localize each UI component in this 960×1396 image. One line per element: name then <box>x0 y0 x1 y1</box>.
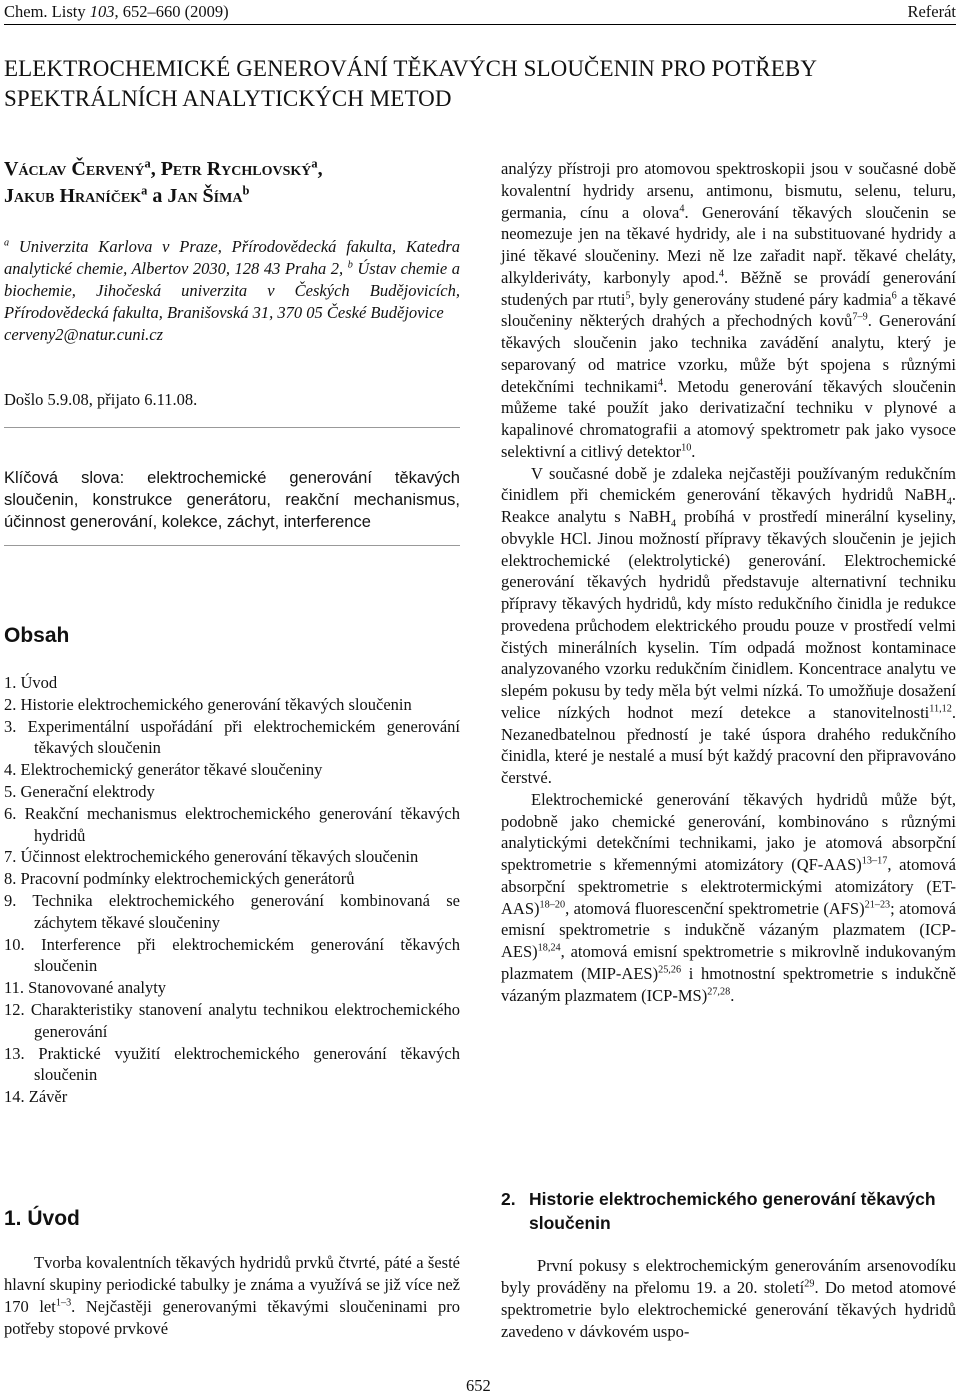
toc-item[interactable]: 14. Závěr <box>4 1087 68 1107</box>
citation: 27,28 <box>707 986 731 997</box>
toc-item[interactable]: 13. Praktické využití elektrochemického generování těkavých sloučenin <box>4 1043 460 1085</box>
author-name: Petr Rychlovský <box>160 158 312 180</box>
citation: 4 <box>718 268 724 280</box>
citation: 7–9 <box>852 311 868 323</box>
affiliation: $^a$ Univerzita Karlova v Praze, Přírodovědecká fakulta, Katedra analytické chemie, Albertov 2030, 128 43 Praha 2, $^b$ Ústav chemie a biochemie, Jihočeská univerzita v Českých Budějovicích, Přírodovědecká fakulta, Branišovská 31, 370 05 České Budějovice cerveny2@natur.cuni.cz <box>4 237 460 344</box>
running-header <box>4 0 956 24</box>
author-name: Václav Červený <box>4 158 145 180</box>
page-number: 652 <box>466 1376 491 1395</box>
toc-item[interactable]: 2. Historie elektrochemického generování těkavých sloučenin <box>4 694 412 714</box>
citation: 6 <box>891 290 897 301</box>
toc-item[interactable]: 7. Účinnost elektrochemického generování těkavých sloučenin <box>4 847 419 867</box>
toc-item[interactable]: 11. Stanovované analyty <box>4 978 167 998</box>
section-heading-history: 2. Historie elektrochemického generování těkavých sloučenin <box>501 1189 936 1233</box>
toc-item[interactable]: 1. Úvod <box>4 673 58 692</box>
toc-item[interactable]: 5. Generační elektrody <box>4 781 155 801</box>
article-title: ELEKTROCHEMICKÉ GENEROVÁNÍ TĚKAVÝCH SLOUČENIN PRO POTŘEBY SPEKTRÁLNÍCH ANALYTICKÝCH METOD <box>4 56 817 111</box>
journal-volume: 103 <box>89 2 115 21</box>
citation: 13–17 <box>861 855 888 867</box>
divider <box>4 427 460 428</box>
citation: 5 <box>625 290 631 301</box>
received-accepted-dates: Došlo 5.9.08, přijato 6.11.08. <box>4 390 198 409</box>
author-name: Jakub Hraníček <box>4 185 142 207</box>
paragraph: analýzy přístroji pro atomovou spektroskopii jsou v současné době kovalentní hydridy arsenu, antimonu, bismutu, selenu, teluru, germania, cínu a olova$^4$. Generování těkavých sloučenin se neomezuje jen na těkavé hydridy, ale i na substituované hydridy a jiné těkavé sloučeniny. Mezi ně lze zařadit např. těkavé cheláty, alkylderiváty, karbonyly apod.$^4$. Běžně se provádí generování studených par rtuti$^5$, byly generovány studené páry kadmia$^6$ a těkavé sloučeniny některých drahých a přechodných kovů$^{7-9}$. Generování těkavých sloučenin jako technika zavádění analytu, který je separovaný od matrice vzorku, může být spojena s různými detekčními technikami$^4$. Metodu generování těkavých sloučenin můžeme také použít jako derivatizační techniku v plynové a kapalinové chromatografii a atomový spektrometr pak jako vysoce selektivní a citlivý detektor$^{10}$. <box>501 159 957 461</box>
toc-item[interactable]: 12. Charakteristiky stanovení analytu technikou elektrochemického generování <box>4 999 460 1041</box>
citation: 21–23 <box>864 899 891 910</box>
citation: 25,26 <box>658 964 682 976</box>
right-column-body <box>501 158 956 1006</box>
author-list: Václav Červený$^a$, Petr Rychlovský$^a$, Jakub Hraníček$^a$ a Jan Šíma$^b$ <box>4 156 323 207</box>
citation: 10 <box>681 442 692 454</box>
toc-item[interactable]: 6. Reakční mechanismus elektrochemického generování těkavých hydridů <box>4 803 460 845</box>
citation: 11,12 <box>929 703 952 715</box>
author-name: Jan Šíma <box>167 185 243 207</box>
section-label: Referát <box>907 2 956 21</box>
citation: 4 <box>657 377 664 388</box>
citation: 4 <box>679 203 685 214</box>
journal-citation: Chem. Listy 103, 652–660 (2009) <box>4 2 229 21</box>
toc-item[interactable]: 3. Experimentální uspořádání při elektrochemickém generování těkavých sloučenin <box>4 716 460 758</box>
author-email[interactable]: cerveny2@natur.cuni.cz <box>4 325 164 344</box>
divider <box>4 545 460 546</box>
toc-item[interactable]: 4. Elektrochemický generátor těkavé sloučeniny <box>4 760 323 780</box>
header-rule <box>4 24 956 25</box>
citation: 18–20 <box>539 899 566 910</box>
paragraph: V současné době je zdaleka nejčastěji používaným redukčním činidlem při chemickém generování těkavých hydridů NaBH$_4$. Reakce analytu s NaBH$_4$ probíhá v prostředí minerální kyseliny, obvykle HCl. Jinou možností přípravy těkavých sloučenin je jejich elektrochemické (elektrolytické) generování. Elektrochemické generování těkavých hydridů představuje alternativní techniku přípravy těkavých hydridů, kdy místo redukčního činidla je redukce provedena průchodem elektrického proudu pouze v prostředí velmi čistých minerálních kyselin. Tím odpadá možnost kontaminace analyzovaného vzorku redukčním činidlem. Koncentrace analytu ve slepém pokusu by tedy měla být velmi nízká. To umožňuje dosažení velice nízkých hodnot mezí detekce a stanovitelnosti$^{11,12}$. Nezanedbatelnou předností je také úspora drahého redukčního činidla, které je nestalé a musí být každý pracovní den připravováno čerstvé. <box>501 463 957 787</box>
toc-item[interactable]: 8. Pracovní podmínky elektrochemických generátorů <box>4 869 355 889</box>
contents-heading: Obsah <box>4 624 70 647</box>
table-of-contents <box>4 672 460 1108</box>
citation: 29 <box>804 1278 815 1290</box>
citation: 1–3 <box>55 1297 72 1309</box>
toc-item[interactable]: 9. Technika elektrochemického generování kombinovaná se záchytem těkavé sloučeniny <box>4 890 460 932</box>
section-heading-intro: 1. Úvod <box>4 1207 80 1230</box>
paragraph: Elektrochemické generování těkavých hydridů může být, podobně jako chemické generování, kombinováno s různými analytickými detekčními technikami, jako je atomová absorpční spektrometrie s křemennými atomizátory $(QF-AAS)^{13-17}$, atomová absorpční spektrometrie s elektrotermickými atomizátory $(ET-AAS)^{18-20}$, atomová fluorescenční spektrometrie (AFS)$^{21-23}$; atomová emisní spektrometrie s indukčně vázaným plazmatem $(ICP-AES)^{18,24}$, atomová emisní spektrometrie s mikrovlně indukovaným plazmatem $(MIP-AES)^{25,26}$ i hmotnostní spektrometrie s indukčně vázaným plazmatem $(ICP-MS)^{27,28}$. <box>501 789 956 1005</box>
toc-item[interactable]: 10. Interference při elektrochemickém generování těkavých sloučenin <box>4 934 460 976</box>
intro-paragraph: Tvorba kovalentních těkavých hydridů prvků čtvrté, páté a šesté hlavní skupiny periodické tabulky je známa a využívá se již více než 170 let$^{1-3}$. Nejčastěji generovanými těkavými sloučeninami pro potřeby stopové prvkové <box>4 1253 460 1338</box>
keywords: Klíčová slova: elektrochemické generování těkavých sloučenin, konstrukce generátoru, reakční mechanismus, účinnost generování, kolekce, záchyt, interference <box>4 469 460 531</box>
history-paragraph: První pokusy s elektrochemickým generováním arsenovodíku byly prováděny na přelomu 19. a 20. století$^{29}$. Do metod atomové spektrometrie bylo elektrochemické generování těkavých hydridů zavedeno v dávkovém uspo- <box>501 1256 956 1341</box>
citation: 18,24 <box>537 942 561 954</box>
